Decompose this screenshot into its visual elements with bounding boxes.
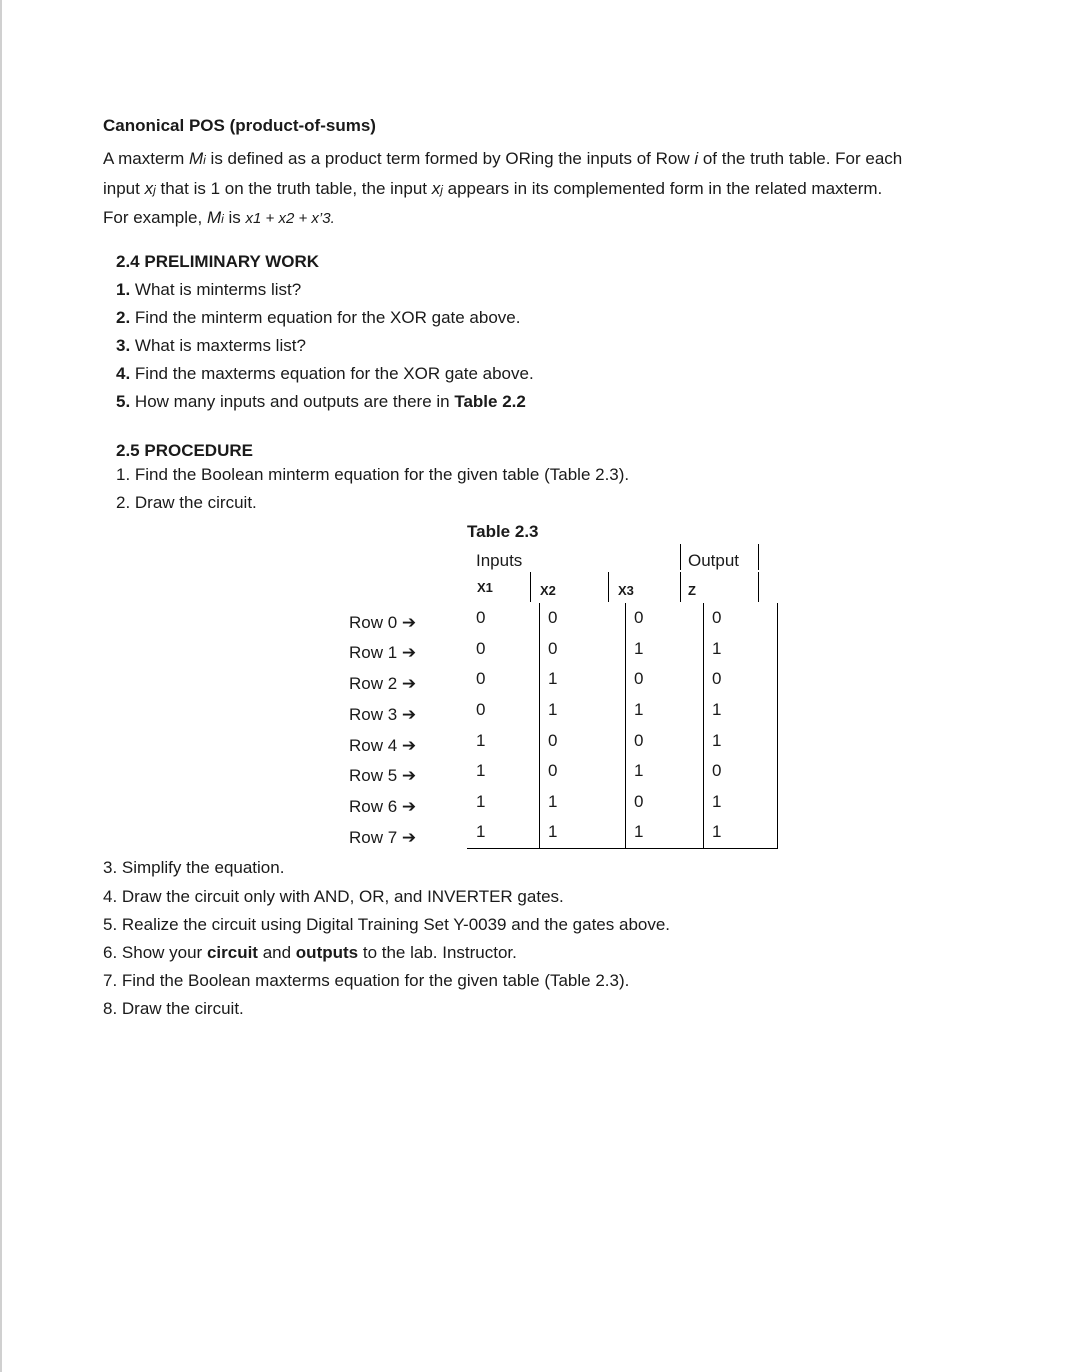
table-row: [467, 725, 778, 756]
col-x3-header: X3: [618, 583, 634, 598]
output-header-cell: [680, 544, 759, 570]
cell-x2: 1: [540, 817, 626, 848]
prelim-item: [116, 364, 534, 384]
item-number: 5.: [116, 392, 131, 411]
item-number: 4.: [116, 364, 131, 383]
procedure-item: 3. Simplify the equation.: [103, 858, 285, 877]
inputs-label: Inputs: [476, 551, 523, 570]
text: 6. Show your: [103, 943, 207, 962]
page-left-edge: [0, 0, 2, 1372]
row-label: Row 1 ➔: [349, 643, 417, 662]
prelim-item: [116, 392, 526, 412]
table-row: [467, 603, 778, 634]
table-caption: Table 2.3: [467, 522, 539, 541]
row-label: Row 7 ➔: [349, 828, 417, 847]
math: x: [144, 178, 154, 198]
text-bold: outputs: [295, 943, 359, 962]
row-label: Row 5 ➔: [349, 766, 417, 785]
item-number: 3.: [116, 336, 131, 355]
procedure-item: 4. Draw the circuit only with AND, OR, and INVERTER gates.: [103, 887, 564, 906]
item-text: What is maxterms list?: [134, 336, 306, 355]
item-text: What is minterms list?: [134, 280, 302, 299]
cell-x1: 1: [467, 817, 540, 848]
text: For example,: [103, 208, 207, 227]
cell-x2: 0: [540, 634, 626, 665]
procedure-item: 5. Realize the circuit using Digital Training Set Y-0039 and the gates above.: [103, 915, 671, 934]
cell-x3: 0: [626, 664, 704, 695]
cell-x3: 1: [626, 756, 704, 787]
text: appears in its complemented form in the related maxterm.: [442, 178, 883, 198]
cell-z: 0: [704, 603, 778, 634]
row-label: Row 6 ➔: [349, 797, 417, 816]
cell-x2: 1: [540, 787, 626, 818]
text-bold: circuit: [206, 943, 258, 962]
procedure-item: 7. Find the Boolean maxterms equation for the given table (Table 2.3).: [103, 971, 630, 990]
cell-x3: 1: [626, 695, 704, 726]
text: is: [223, 208, 246, 227]
text: that is 1 on the truth table, the input: [155, 178, 432, 198]
cell-z: 1: [704, 695, 778, 726]
cell-x2: 0: [540, 603, 626, 634]
procedure-item: [103, 943, 517, 963]
text: to the lab. Instructor.: [358, 943, 517, 962]
cell-x2: 0: [540, 725, 626, 756]
cell-z: 1: [704, 787, 778, 818]
text: of the truth table. For each: [698, 149, 903, 168]
math-sub: i: [203, 153, 206, 167]
table-row: [467, 634, 778, 665]
item-number: 1.: [116, 280, 131, 299]
prelim-item: [116, 308, 520, 328]
cell-x2: 1: [540, 695, 626, 726]
text: A maxterm: [103, 149, 189, 168]
table-row: [467, 756, 778, 787]
table-row: [467, 787, 778, 818]
cell-x1: 1: [476, 730, 486, 750]
cell-x1: 1: [476, 761, 486, 781]
cell-x1: 0: [476, 638, 486, 658]
row-label: Row 3 ➔: [349, 705, 417, 724]
cell-x3: 0: [626, 603, 704, 634]
pos-paragraph: [103, 145, 1003, 234]
math: M: [188, 149, 204, 168]
procedure-item: 2. Draw the circuit.: [116, 493, 257, 512]
column-divider: [530, 572, 531, 602]
table-reference: Table 2.2: [454, 392, 526, 411]
cell-x3: 0: [626, 725, 704, 756]
item-text: Find the minterm equation for the XOR gate above.: [134, 308, 521, 327]
table-row: [467, 817, 778, 848]
prelim-heading: 2.4 PRELIMINARY WORK: [116, 252, 320, 271]
item-text: How many inputs and outputs are there in: [134, 392, 455, 411]
math-sub: j: [440, 182, 443, 197]
cell-z: 1: [704, 817, 778, 848]
procedure-heading: 2.5 PROCEDURE: [116, 441, 253, 460]
text: is defined as a product term formed by ORing the inputs of Row: [205, 149, 695, 168]
cell-z: 0: [704, 756, 778, 787]
math-sub: i: [221, 212, 224, 226]
cell-x1: 0: [476, 700, 486, 720]
row-label: Row 2 ➔: [349, 674, 417, 693]
procedure-item: 8. Draw the circuit.: [103, 999, 244, 1018]
column-divider: [608, 572, 609, 602]
item-text: Find the maxterms equation for the XOR gate above.: [134, 364, 534, 383]
cell-z: 1: [704, 634, 778, 665]
cell-z: 0: [704, 664, 778, 695]
table-row: [467, 664, 778, 695]
text: and: [257, 943, 296, 962]
prelim-item: [116, 280, 301, 300]
cell-x1: 0: [476, 608, 486, 628]
col-x2-header: X2: [540, 583, 556, 598]
example-maxterm: x1 + x2 + x’3.: [245, 210, 335, 227]
text: input: [103, 178, 145, 198]
cell-x1: 1: [476, 791, 486, 811]
row-label: Row 4 ➔: [349, 736, 417, 755]
cell-x3: 1: [626, 817, 704, 848]
math: x: [431, 178, 441, 198]
math-sub: j: [153, 182, 156, 197]
cell-x2: 1: [540, 664, 626, 695]
math: M: [206, 208, 222, 227]
col-x1-header: X1: [477, 580, 493, 595]
table-row: [467, 695, 778, 726]
cell-x1: 0: [476, 669, 486, 689]
cell-z: 1: [704, 725, 778, 756]
row-label: Row 0 ➔: [349, 613, 417, 632]
col-z-header: Z: [688, 583, 696, 598]
output-label: Output: [688, 551, 740, 570]
cell-x3: 0: [626, 787, 704, 818]
truth-table: [467, 603, 778, 849]
prelim-item: [116, 336, 306, 356]
pos-heading: Canonical POS (product-of-sums): [103, 116, 376, 135]
cell-x2: 0: [540, 756, 626, 787]
item-number: 2.: [116, 308, 131, 327]
cell-x3: 1: [626, 634, 704, 665]
procedure-item: 1. Find the Boolean minterm equation for the given table (Table 2.3).: [116, 465, 630, 484]
math: i: [694, 149, 699, 168]
